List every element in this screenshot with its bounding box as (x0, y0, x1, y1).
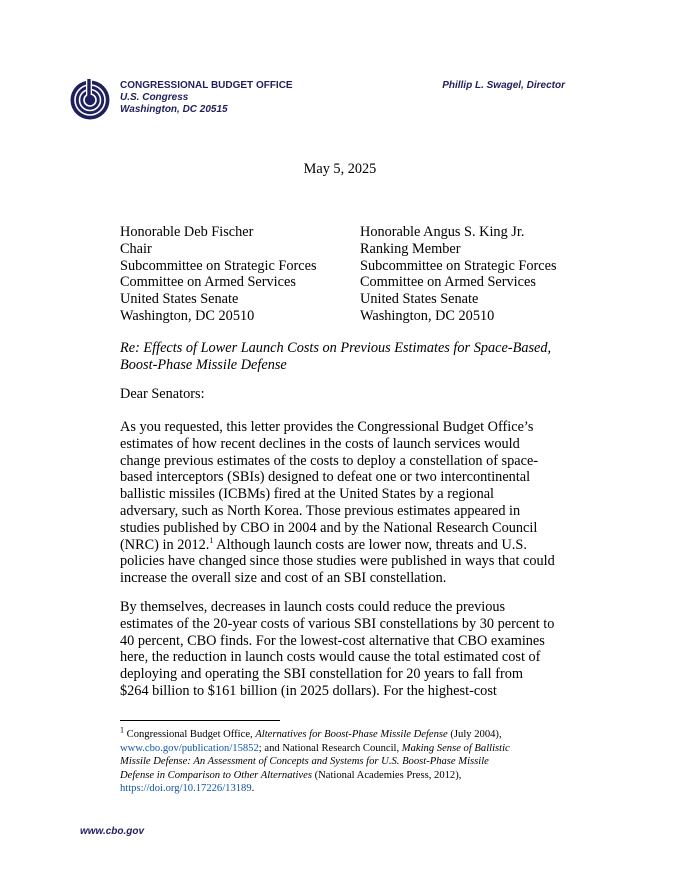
doi-link[interactable]: https://doi.org/10.17226/13189 (120, 783, 252, 795)
org-name: CONGRESSIONAL BUDGET OFFICE (120, 80, 293, 91)
letter-date: May 5, 2025 (303, 161, 377, 177)
cbo-logo-icon (70, 79, 110, 121)
footnote-divider (120, 720, 280, 721)
subject-line: Re: Effects of Lower Launch Costs on Previous Estimates for Space-Based, Boost-Phase Missile Defense (120, 340, 552, 373)
recipient-name: Honorable Angus S. King Jr. (360, 224, 525, 240)
letterhead (120, 80, 293, 116)
body-paragraph-2: By themselves, decreases in launch costs could reduce the previous estimates of the 20-year costs of various SBI constellations by 30 percent to 40 percent, CBO finds. For the lowest-cost alternative that CBO examines here, the reduction in launch costs would cause the total estimated cost of deploying and operating the SBI constellation for 20 years to fall from $264 billion to $161 billion (in 2025 dollars). For the highest-cost (120, 599, 555, 699)
recipient-committee: Committee on Armed Services (120, 274, 296, 291)
recipient-title: Ranking Member (360, 240, 461, 257)
recipient-subcommittee: Subcommittee on Strategic Forces (360, 257, 557, 274)
recipient-title: Chair (120, 240, 152, 257)
recipient-body: United States Senate (120, 291, 239, 308)
footnote-1: $^1$ Congressional Budget Office, Alternatives for Boost-Phase Missile Defense (July 2004), www.cbo.gov/publication/15852; and National Research Council, Making Sense of Ballistic Missile Defense: An Assessment of Concepts and Systems for U.S. Boost-Phase Missile Defense in Comparison to Other Alternatives (National Academies Press, 2012), https://doi.org/10.17226/13189. (120, 725, 510, 795)
org-congress: U.S. Congress (120, 92, 189, 103)
recipient-committee: Committee on Armed Services (360, 274, 536, 291)
recipient-city: Washington, DC 20510 (360, 307, 495, 324)
recipient-subcommittee: Subcommittee on Strategic Forces (120, 257, 317, 274)
footer-url[interactable]: www.cbo.gov (80, 826, 145, 837)
recipient-address-1 (120, 224, 317, 325)
recipient-address-2 (360, 224, 557, 325)
cbo-publication-link[interactable]: www.cbo.gov/publication/15852 (120, 742, 259, 754)
footnote-ref[interactable]: 1 (209, 535, 214, 545)
body-paragraph-1: As you requested, this letter provides the Congressional Budget Office’s estimates of how recent declines in the costs of launch services would change previous estimates of the costs to deploy a constellation of space- based interceptors (SBIs) designed to defeat one or two intercontinental ballistic missiles (ICBMs) fired at the United States by a regional adversary, such as North Korea. Those previous estimates appeared in studies published by CBO in 2004 and by the National Research Council (NRC) in 2012.$^1$ Although launch costs are lower now, threats and U.S. policies have changed since those studies were published in ways that could increase the overall size and cost of an SBI constellation. (120, 419, 555, 587)
salutation: Dear Senators: (120, 386, 205, 402)
director-name: Phillip L. Swagel, Director (442, 80, 565, 91)
recipient-city: Washington, DC 20510 (120, 307, 255, 324)
recipient-name: Honorable Deb Fischer (120, 224, 254, 240)
recipient-body: United States Senate (360, 291, 479, 308)
org-city: Washington, DC 20515 (120, 104, 228, 115)
